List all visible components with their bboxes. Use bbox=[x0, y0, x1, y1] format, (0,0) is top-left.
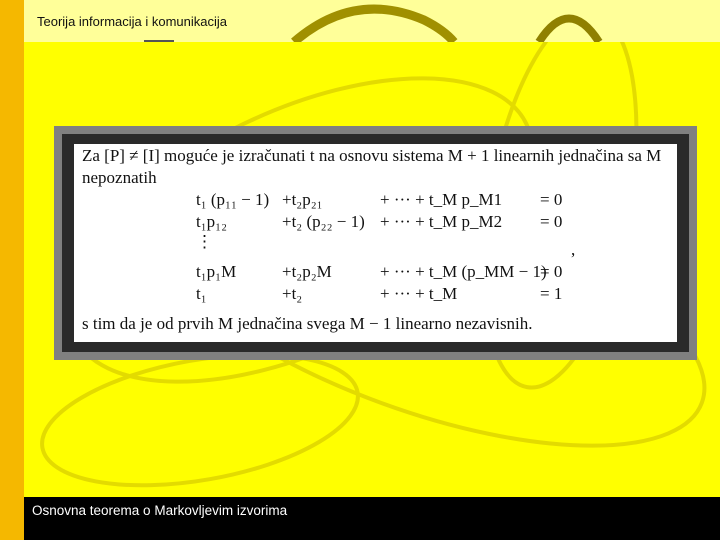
eq-row-2-col-4: = 0 bbox=[540, 212, 563, 231]
eq-row-5-col-4: = 1 bbox=[540, 284, 563, 303]
eq-row-4-col-1: t₁p₁M bbox=[196, 262, 237, 281]
eq-row-5-col-2: +t₂ bbox=[282, 284, 303, 303]
header-title: Teorija informacija i komunikacija bbox=[37, 14, 228, 29]
left-accent-bar bbox=[0, 0, 24, 540]
eq-row-2-col-2: +t₂ (p₂₂ − 1) bbox=[282, 212, 365, 231]
eq-row-5-col-3: + ··· + t_M bbox=[380, 284, 458, 303]
formula-panel bbox=[74, 144, 677, 342]
trailing-comma: , bbox=[571, 240, 576, 259]
eq-row-4-col-2: +t₂p₂M bbox=[282, 262, 332, 281]
footer-bar bbox=[24, 497, 720, 540]
footer-title: Osnovna teorema o Markovljevim izvorima bbox=[32, 503, 288, 518]
eq-row-2-col-3: + ··· + t_M p_M2 bbox=[380, 212, 503, 231]
eq-row-4-col-3: + ··· + t_M (p_MM − 1) bbox=[380, 262, 547, 281]
eq-row-4-col-4: = 0 bbox=[540, 262, 563, 281]
formula-frame bbox=[54, 126, 697, 360]
eq-row-1-col-1: t₁ (p₁₁ − 1) bbox=[196, 190, 270, 209]
statement-line-1: Za [P] ≠ [I] moguće je izračunati t na osnovu sistema M + 1 linearnih jednačina sa M bbox=[82, 146, 662, 165]
formula-frame-inner bbox=[62, 134, 689, 352]
statement-line-2: nepoznatih bbox=[82, 168, 157, 187]
eq-row-2-col-1: t₁p₁₂ bbox=[196, 212, 228, 231]
conclusion-line: s tim da je od prvih M jednačina svega M − 1 linearno nezavisnih. bbox=[82, 314, 533, 333]
eq-row-1-col-3: + ··· + t_M p_M1 bbox=[380, 190, 503, 209]
eq-row-1-col-2: +t₂p₂₁ bbox=[282, 190, 323, 209]
eq-row-3-col-1: ⋮ bbox=[196, 232, 213, 251]
eq-row-1-col-4: = 0 bbox=[540, 190, 563, 209]
eq-row-5-col-1: t₁ bbox=[196, 284, 207, 303]
